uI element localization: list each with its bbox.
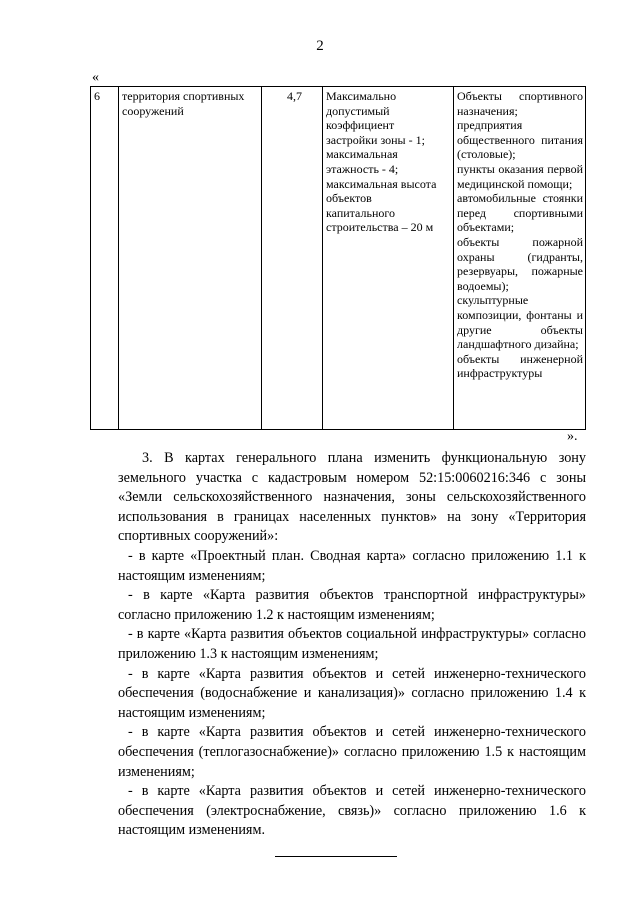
list-item: - в карте «Карта развития объектов транспортной инфраструктуры» согласно приложению 1.2 к настоящим изменениям; — [118, 587, 586, 623]
closing-divider — [275, 856, 397, 857]
table-cell-territory — [119, 87, 262, 429]
list-item: - в карте «Проектный план. Сводная карта» согласно приложению 1.1 к настоящим изменениям; — [118, 547, 586, 584]
zone-table — [90, 86, 586, 430]
building-params: Максимально допустимый коэффициент застройки зоны - 1; максимальная этажность - 4; максимальная высота объектов капитального строительства – 20 м — [326, 89, 437, 235]
permitted-objects: Объекты спортивного назначения; предприятия общественного питания (столовые); пункты оказания первой медицинской помощи; автомобильные стоянки перед спортивными объектами; объекты пожарной охраны (гидранты, резервуары, пожарные водоемы); скульптурные композиции, фонтаны и другие объекты ландшафтного дизайна; объекты инженерной инфраструктуры — [457, 89, 583, 381]
list-item: - в карте «Карта развития объектов и сетей инженерно-технического обеспечения (электроснабжение, связь)» согласно приложению 1.6 к настоящим изменениям. — [118, 783, 586, 839]
table-cell-area — [262, 87, 323, 429]
body-text — [118, 449, 586, 841]
list-item: - в карте «Карта развития объектов социальной инфраструктуры» согласно приложению 1.3 к настоящим изменениям; — [118, 626, 586, 662]
table-cell-params — [323, 87, 454, 429]
open-quote: « — [92, 70, 99, 85]
close-quote: ». — [567, 429, 578, 444]
row-number: 6 — [94, 89, 100, 103]
page-number: 2 — [316, 38, 324, 54]
table-cell-number — [91, 87, 119, 429]
paragraph-main: 3. В картах генерального плана изменить функциональную зону земельного участка с кадастровым номером 52:15:0060216:346 с зоны «Земли сельскохозяйственного назначения, зоны сельскохозяйственного использования в границах населенных пунктов» на зону «Территория спортивных сооружений»: — [118, 450, 586, 545]
list-item: - в карте «Карта развития объектов и сетей инженерно-технического обеспечения (теплогазоснабжение)» согласно приложению 1.5 к настоящим изменениям; — [118, 724, 586, 780]
area-value: 4,7 — [287, 89, 302, 103]
table-cell-objects — [454, 87, 585, 429]
list-item: - в карте «Карта развития объектов и сетей инженерно-технического обеспечения (водоснабжение и канализация)» согласно приложению 1.4 к настоящим изменениям; — [118, 665, 586, 721]
territory-name: территория спортивных сооружений — [122, 89, 245, 118]
